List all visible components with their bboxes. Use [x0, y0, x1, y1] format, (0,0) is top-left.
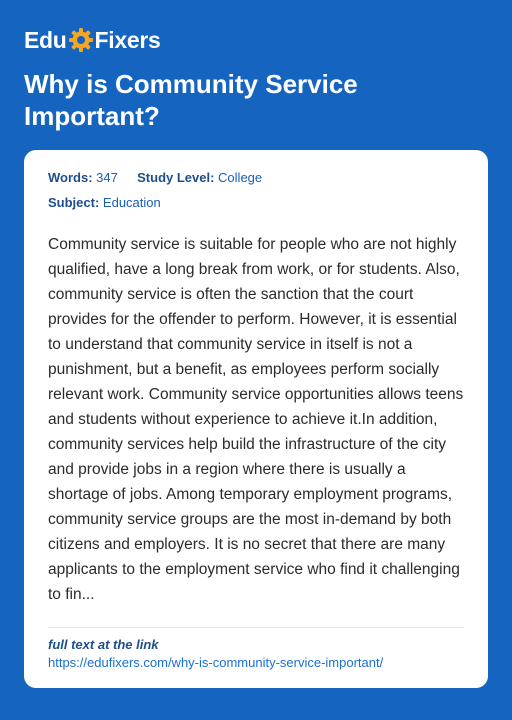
edufixers-logo[interactable] [24, 24, 161, 56]
meta-row-primary [48, 166, 464, 190]
meta-row-subject [48, 191, 464, 215]
divider [48, 627, 464, 628]
words-label: Words: [48, 170, 93, 185]
study-level-label: Study Level: [137, 170, 215, 185]
study-level-value: College [218, 170, 263, 185]
essay-excerpt: Community service is suitable for people who are not highly qualified, have a long break from work, or for students. Also, community service is often the sanction that the court provides for the offender to perform. However, it is essential to understand that community service in itself is not a punishment, but a benefit, as employees perform socially relevant work. Community service opportunities allows teens and students without experience to achieve it.In addition, community services help build the infrastructure of the city and provide jobs in a region where there is usually a shortage of jobs. Among temporary employment programs, community service groups are the most in-demand by both citizens and employers. It is no secret that there are many applicants to the employment service who find it challenging to fin... [48, 236, 464, 603]
logo-text-fixers: Fixers [94, 26, 161, 53]
full-text-label: full text at the link [48, 637, 159, 652]
subject-label: Subject: [48, 195, 100, 210]
words-value: 347 [96, 170, 118, 185]
full-text-link[interactable]: https://edufixers.com/why-is-community-service-important/ [48, 655, 384, 670]
subject-value: Education [102, 195, 161, 210]
logo-text-edu: Edu [24, 26, 67, 53]
essay-card [24, 150, 488, 688]
page-title: Why is Community Service Important? [24, 69, 358, 131]
gear-icon [68, 27, 94, 53]
